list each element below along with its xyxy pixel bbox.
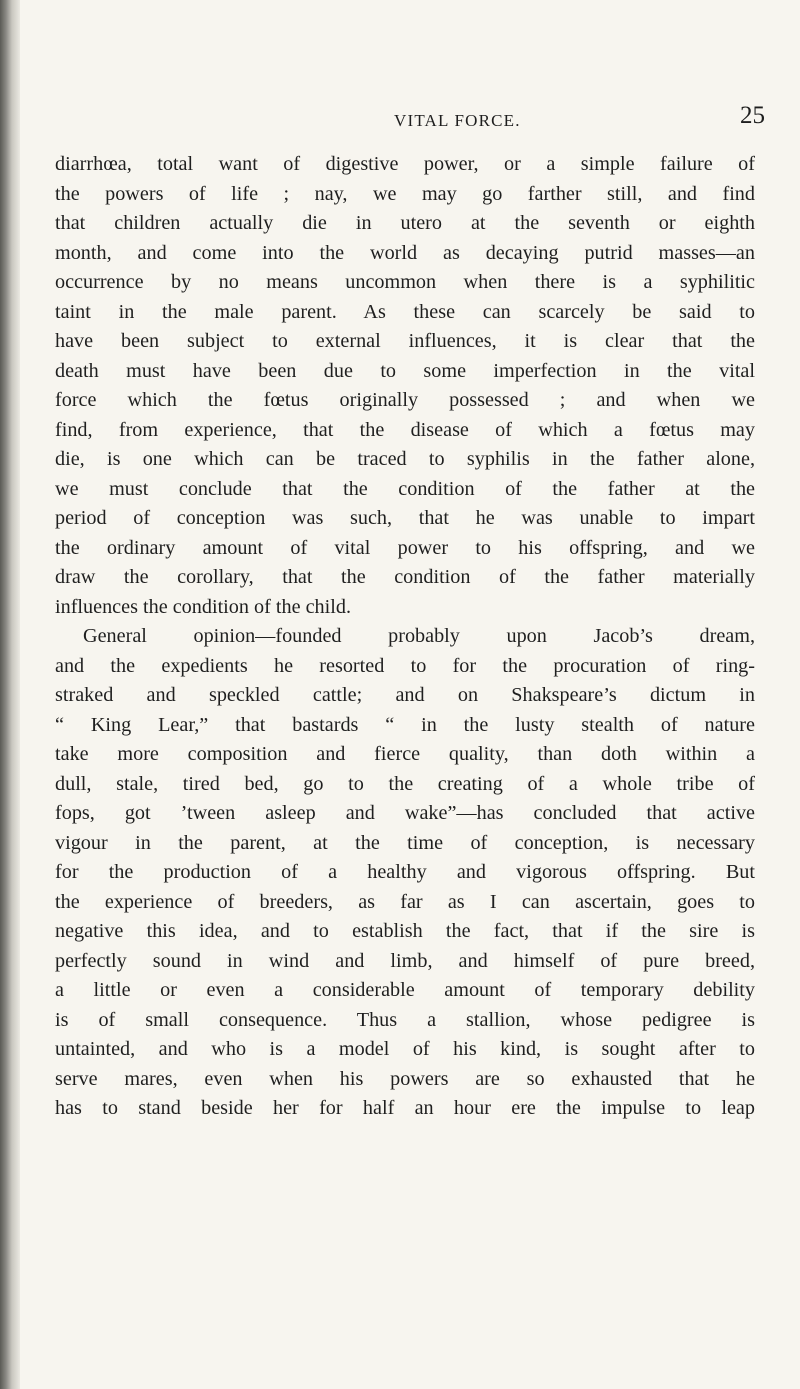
running-title: VITAL FORCE. [394, 111, 521, 130]
text-line: straked and speckled cattle; and on Shakspeare’s dictum in [55, 684, 755, 706]
text-line: dull, stale, tired bed, go to the creating of a whole tribe of [55, 772, 755, 795]
body-text [55, 150, 755, 1124]
text-line: force which the fœtus originally possessed ; and when we [55, 389, 755, 411]
text-line: has to stand beside her for half an hour ere the impulse to leap [55, 1097, 755, 1119]
page-spine-shadow [0, 0, 20, 1389]
text-line: serve mares, even when his powers are so exhausted that he [55, 1067, 755, 1090]
text-line: the ordinary amount of vital power to his offspring, and we [55, 536, 755, 559]
text-line: for the production of a healthy and vigorous offspring. But [55, 861, 755, 883]
text-line: taint in the male parent. As these can scarcely be said to [55, 300, 755, 323]
text-line: negative this idea, and to establish the fact, that if the sire is [55, 920, 755, 942]
text-line: occurrence by no means uncommon when there is a syphilitic [55, 271, 755, 293]
page-number: 25 [740, 102, 765, 129]
text-line: diarrhœa, total want of digestive power, or a simple failure of [55, 153, 755, 175]
text-line: take more composition and fierce quality, than doth within a [55, 743, 755, 765]
text-line: “ King Lear,” that bastards “ in the lusty stealth of nature [55, 713, 755, 736]
text-line: we must conclude that the condition of the father at the [55, 477, 755, 500]
text-line: vigour in the parent, at the time of conception, is necessary [55, 831, 755, 854]
text-line: and the expedients he resorted to for the procuration of ring- [55, 654, 755, 677]
text-line: perfectly sound in wind and limb, and himself of pure breed, [55, 949, 755, 972]
text-line: the experience of breeders, as far as I can ascertain, goes to [55, 890, 755, 913]
text-line: month, and come into the world as decaying putrid masses—an [55, 241, 755, 264]
text-line: is of small consequence. Thus a stallion, whose pedigree is [55, 1008, 755, 1031]
text-line: untainted, and who is a model of his kind, is sought after to [55, 1038, 755, 1060]
text-line: influences the condition of the child. [55, 595, 352, 618]
text-line: General opinion—founded probably upon Jacob’s dream, [83, 625, 755, 647]
text-line: draw the corollary, that the condition of the father materially [55, 566, 755, 588]
text-line: period of conception was such, that he was unable to impart [55, 507, 755, 529]
text-line: find, from experience, that the disease of which a fœtus may [55, 418, 755, 441]
text-line: that children actually die in utero at the seventh or eighth [55, 212, 755, 234]
page-header [40, 102, 780, 139]
text-line: death must have been due to some imperfection in the vital [55, 359, 755, 382]
text-line: the powers of life ; nay, we may go farther still, and find [55, 182, 755, 205]
text-line: have been subject to external influences, it is clear that the [55, 330, 755, 352]
text-line: die, is one which can be traced to syphilis in the father alone, [55, 448, 755, 470]
text-line: fops, got ’tween asleep and wake”—has concluded that active [55, 802, 755, 824]
text-line: a little or even a considerable amount of temporary debility [55, 979, 755, 1001]
